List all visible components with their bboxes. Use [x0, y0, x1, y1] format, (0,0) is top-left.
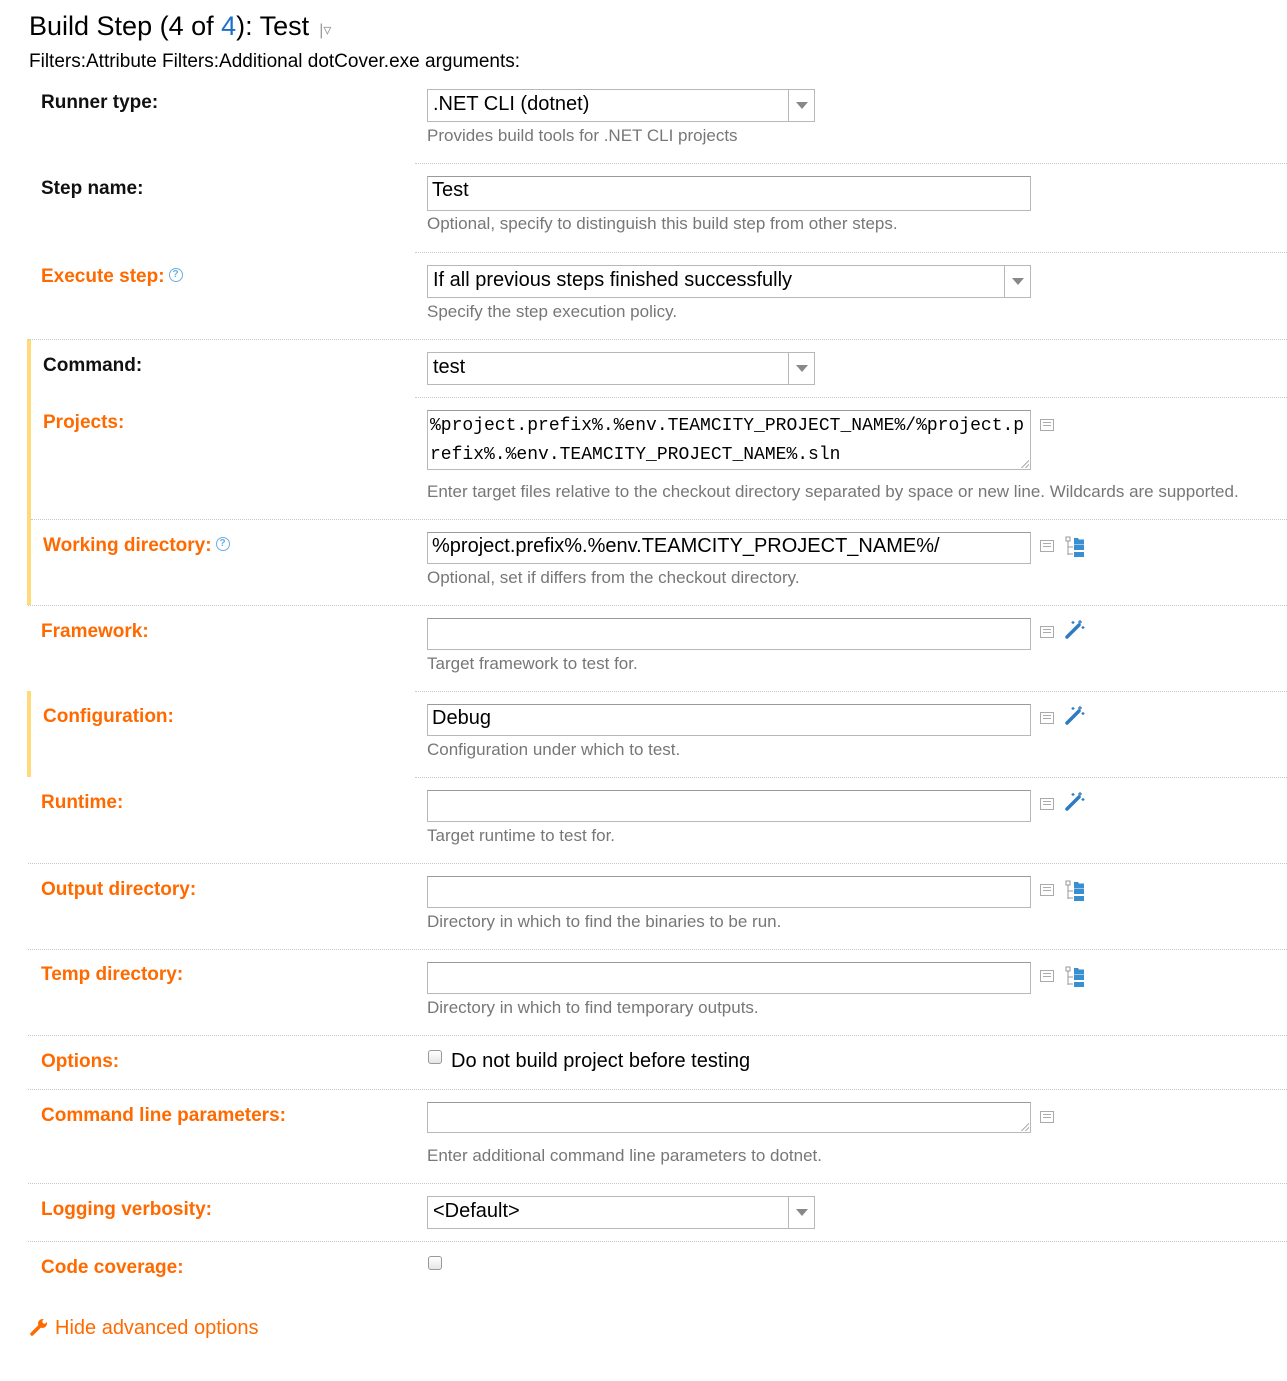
logging-verbosity-label-text: Logging verbosity: — [41, 1199, 212, 1220]
command-line-parameters-label — [41, 1105, 286, 1127]
row-separator — [28, 949, 1287, 950]
code-coverage-label-text: Code coverage: — [41, 1257, 184, 1278]
page-title — [29, 11, 331, 42]
runner-type-label — [41, 92, 158, 114]
row-separator — [28, 605, 1287, 606]
runtime-input[interactable] — [427, 790, 1031, 822]
options-label — [41, 1051, 119, 1073]
row-separator — [28, 1183, 1287, 1184]
help-icon[interactable]: ? — [169, 268, 183, 282]
temp-directory-label — [41, 964, 183, 986]
execute-step-selected-value: If all previous steps finished successfully — [433, 269, 793, 291]
code-coverage-checkbox[interactable] — [428, 1256, 442, 1270]
command-label — [43, 355, 142, 377]
list-icon[interactable] — [1040, 540, 1054, 552]
projects-label-text: Projects: — [43, 412, 125, 433]
runner-type-select[interactable] — [427, 89, 815, 122]
output-directory-hint: Directory in which to find the binaries to be run. — [427, 912, 782, 931]
logging-verbosity-select[interactable] — [427, 1196, 815, 1229]
working-directory-hint: Optional, set if differs from the checkout directory. — [427, 568, 800, 587]
list-icon[interactable] — [1040, 712, 1054, 724]
logging-verbosity-label — [41, 1199, 212, 1221]
title-suffix: ): Test — [236, 11, 310, 41]
framework-input[interactable] — [427, 618, 1031, 650]
configuration-label-text: Configuration: — [43, 706, 174, 727]
chevron-down-icon[interactable] — [788, 1197, 814, 1228]
configuration-hint: Configuration under which to test. — [427, 740, 681, 759]
list-icon[interactable] — [1040, 970, 1054, 982]
list-icon[interactable] — [1040, 1111, 1054, 1123]
hide-advanced-options-link[interactable] — [29, 1317, 258, 1340]
logging-verbosity-selected-value: <Default> — [433, 1200, 520, 1222]
help-icon[interactable]: ? — [216, 537, 230, 551]
working-directory-label — [43, 535, 230, 557]
temp-directory-label-text: Temp directory: — [41, 964, 184, 985]
row-separator — [31, 519, 1287, 520]
command-line-parameters-label-text: Command line parameters: — [41, 1105, 286, 1126]
execute-step-hint: Specify the step execution policy. — [427, 302, 678, 321]
command-line-parameters-textarea[interactable] — [427, 1102, 1031, 1133]
working-directory-label-text: Working directory: — [43, 535, 212, 556]
runtime-hint: Target runtime to test for. — [427, 826, 616, 845]
row-separator — [415, 397, 1287, 398]
highlight-bar — [27, 339, 31, 605]
step-name-hint: Optional, specify to distinguish this build step from other steps. — [427, 214, 898, 233]
options-checkbox[interactable] — [428, 1050, 442, 1064]
row-separator — [28, 863, 1287, 864]
framework-label-text: Framework: — [41, 621, 149, 642]
row-separator — [415, 163, 1287, 164]
subtitle: Filters:Attribute Filters:Additional dotCover.exe arguments: — [29, 51, 521, 72]
row-separator — [415, 691, 1287, 692]
step-menu-dropdown-icon[interactable]: |▿ — [319, 22, 332, 39]
resize-handle-icon[interactable] — [1021, 460, 1029, 468]
runtime-label-text: Runtime: — [41, 792, 124, 813]
execute-step-select[interactable] — [427, 265, 1031, 298]
runner-type-selected-value: .NET CLI (dotnet) — [433, 93, 590, 115]
runner-type-label-text: Runner type: — [41, 92, 159, 113]
projects-hint: Enter target files relative to the checkout directory separated by space or new line. Wildcards are supported. — [427, 482, 1239, 501]
chevron-down-icon[interactable] — [788, 90, 814, 121]
row-separator — [28, 1241, 1287, 1242]
row-separator — [28, 1035, 1287, 1036]
command-select[interactable] — [427, 352, 815, 385]
configuration-label — [43, 706, 174, 728]
step-count-link[interactable]: 4 — [221, 11, 237, 41]
framework-hint: Target framework to test for. — [427, 654, 638, 673]
temp-directory-input[interactable] — [427, 962, 1031, 994]
wrench-icon — [29, 1317, 49, 1337]
step-name-input[interactable]: Test — [427, 176, 1031, 211]
list-icon[interactable] — [1040, 626, 1054, 638]
directory-tree-icon[interactable] — [1065, 966, 1087, 988]
resize-handle-icon[interactable] — [1021, 1123, 1029, 1131]
output-directory-label — [41, 879, 196, 901]
options-label-text: Options: — [41, 1051, 120, 1072]
hide-advanced-options-label: Hide advanced options — [55, 1317, 259, 1339]
runtime-label — [41, 792, 123, 814]
row-separator — [28, 339, 1287, 340]
title-prefix: Build Step (4 of — [29, 11, 222, 41]
projects-textarea[interactable] — [427, 410, 1031, 470]
directory-tree-icon[interactable] — [1065, 880, 1087, 902]
options-checkbox-label[interactable]: Do not build project before testing — [451, 1050, 751, 1072]
magic-wand-icon[interactable] — [1065, 619, 1085, 639]
list-icon[interactable] — [1040, 419, 1054, 431]
output-directory-label-text: Output directory: — [41, 879, 197, 900]
magic-wand-icon[interactable] — [1065, 705, 1085, 725]
chevron-down-icon[interactable] — [1004, 266, 1030, 297]
list-icon[interactable] — [1040, 798, 1054, 810]
directory-tree-icon[interactable] — [1065, 536, 1087, 558]
execute-step-label — [41, 266, 183, 288]
output-directory-input[interactable] — [427, 876, 1031, 908]
command-line-parameters-hint: Enter additional command line parameters to dotnet. — [427, 1146, 823, 1165]
configuration-input[interactable]: Debug — [427, 704, 1031, 736]
chevron-down-icon[interactable] — [788, 353, 814, 384]
list-icon[interactable] — [1040, 884, 1054, 896]
projects-label — [43, 412, 124, 434]
row-separator — [28, 1089, 1287, 1090]
working-directory-input[interactable]: %project.prefix%.%env.TEAMCITY_PROJECT_NAME%/ — [427, 532, 1031, 564]
framework-label — [41, 621, 149, 643]
row-separator — [415, 252, 1287, 253]
temp-directory-hint: Directory in which to find temporary outputs. — [427, 998, 759, 1017]
step-name-label-text: Step name: — [41, 178, 144, 199]
execute-step-label-text: Execute step: — [41, 266, 165, 287]
command-label-text: Command: — [43, 355, 143, 376]
row-separator — [415, 777, 1287, 778]
projects-value: %project.prefix%.%env.TEAMCITY_PROJECT_NAME%/%project.prefix%.%env.TEAMCITY_PROJECT_NAME%.sln — [430, 416, 1025, 465]
step-name-label — [41, 178, 143, 200]
highlight-bar — [27, 691, 31, 777]
runner-type-hint: Provides build tools for .NET CLI projects — [427, 126, 738, 145]
command-selected-value: test — [433, 356, 466, 378]
code-coverage-label — [41, 1257, 184, 1279]
magic-wand-icon[interactable] — [1065, 791, 1085, 811]
